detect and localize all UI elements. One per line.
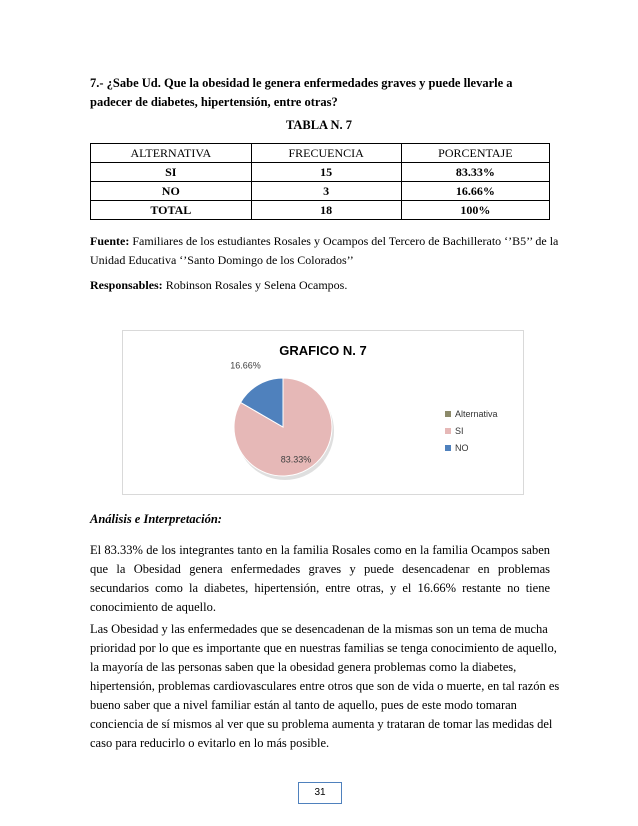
table-cell: 83.33%	[401, 163, 549, 182]
table-row	[91, 163, 550, 182]
header-frecuencia: FRECUENCIA	[251, 144, 401, 163]
legend-label: SI	[455, 425, 464, 436]
table-cell: NO	[91, 182, 252, 201]
chart-legend	[445, 405, 498, 456]
responsables-label: Responsables:	[90, 278, 163, 292]
legend-label: Alternativa	[455, 408, 498, 419]
table-cell: 15	[251, 163, 401, 182]
responsables-text: Robinson Rosales y Selena Ocampos.	[165, 278, 348, 292]
chart-title: GRAFICO N. 7	[279, 343, 367, 358]
table-row	[91, 201, 550, 220]
table-cell: SI	[91, 163, 252, 182]
pie-data-label: 83.33%	[280, 454, 312, 465]
data-table	[90, 143, 550, 220]
table-cell: 18	[251, 201, 401, 220]
analysis-title: Análisis e Interpretación:	[90, 512, 222, 526]
table-header-row	[91, 144, 550, 163]
table-title: TABLA N. 7	[285, 118, 353, 132]
legend-swatch	[445, 411, 451, 417]
header-alternativa: ALTERNATIVA	[91, 144, 252, 163]
question-text: 7.- ¿Sabe Ud. Que la obesidad le genera enfermedades graves y puede llevarle a padecer de diabetes, hipertensión, entre otras?	[90, 76, 513, 109]
legend-item-si	[445, 422, 498, 439]
table-cell: 100%	[401, 201, 549, 220]
source-label: Fuente:	[90, 234, 130, 248]
header-porcentaje: PORCENTAJE	[401, 144, 549, 163]
legend-swatch	[445, 428, 451, 434]
table-cell: 3	[251, 182, 401, 201]
source-text: Familiares de los estudiantes Rosales y Ocampos del Tercero de Bachillerato ‘’B5’’ de la Unidad Educativa ‘’Santo Domingo de los Colorados’’	[90, 234, 559, 267]
legend-item-no	[445, 439, 498, 456]
responsables-note	[90, 278, 560, 293]
table-cell: TOTAL	[91, 201, 252, 220]
legend-label: NO	[455, 442, 469, 453]
analysis-paragraph-1: El 83.33% de los integrantes tanto en la familia Rosales como en la familia Ocampos saben que la Obesidad genera enfermedades graves y puede desencadenar en problemas secundarios como la diabetes, hipertensión, entre otras, y el 16.66% restante no tiene conocimiento de aquello.	[90, 543, 550, 614]
pie-chart	[122, 330, 524, 495]
source-note	[90, 232, 560, 270]
legend-swatch	[445, 445, 451, 451]
table-row	[91, 182, 550, 201]
analysis-paragraph-2: Las Obesidad y las enfermedades que se desencadenan de la mismas son un tema de mucha prioridad por lo que es importante que en nuestras familias se tenga conocimiento de aquello, la mayoría de las personas saben que la obesidad genera problemas como la diabetes, hipertensión, problemas cardiovasculares entre otros que son de vida o muerte, en tal razón es bueno saber que a nivel familiar están al tanto de aquello, pues de este modo tomaran conciencia de sí mismos al ver que su problema aumenta y trataran de tomar las medidas del caso para reducirlo o evitarlo en lo más posible.	[90, 622, 560, 750]
pie-data-label: 16.66%	[230, 360, 261, 371]
page-number: 31	[298, 782, 342, 804]
legend-item-alternativa	[445, 405, 498, 422]
table-cell: 16.66%	[401, 182, 549, 201]
